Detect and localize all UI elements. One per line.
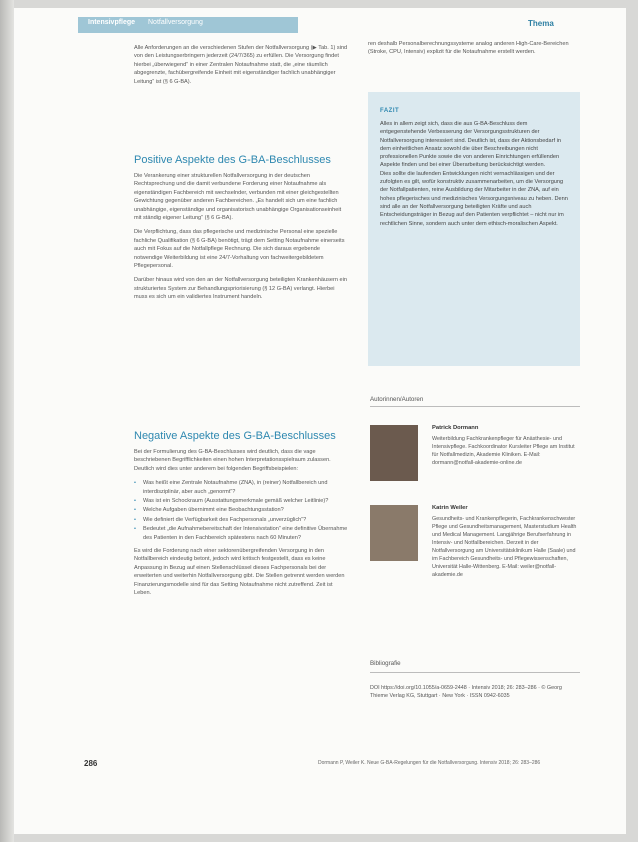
positive-heading: Positive Aspekte des G-BA-Beschlusses [134, 154, 331, 166]
list-item: • Welche Aufgaben übernimmt eine Beobachtungsstation? [134, 506, 348, 514]
list-item: • Wie definiert die Verfügbarkeit des Fachpersonals „unverzüglich“? [134, 516, 348, 524]
list-item: • Was ist ein Schockraum (Ausstattungsmerkmale gemäß welcher Leitlinie)? [134, 497, 348, 505]
negative-intro: Bei der Formulierung des G-BA-Beschlusses wird deutlich, dass die vage beschriebenen Begrifflichkeiten einen hohen Interpretationsspielraum zulassen. Deutlich wird dies unter anderem bei folgenden Begriffsbeispielen: [134, 449, 331, 472]
fazit-text [380, 120, 572, 228]
author-name-dormann: Patrick Dormann [432, 425, 479, 431]
fazit-box [368, 92, 580, 366]
book-spine [0, 0, 14, 842]
section-header-bar [78, 17, 298, 33]
author-bio-weiler: Gesundheits- und Krankenpflegerin, Fachkrankenschwester Pflege und Gesundheitsmanagement, Masterstudium Health und Medical Management. Langjährige Berufserfahrung in Intensiv- und Notfallbereichen. Derzeit in der Notfallversorgung am Universitätsklinikum Halle (Saale) und im Fachbereich Gesundheits- und Pflegewissenschaften, Universität Halle-Wittenberg. E-Mail: weiler@notfall-akademie.de [432, 516, 577, 578]
header-section: Intensivpflege [88, 19, 136, 26]
list-item: • Was heißt eine Zentrale Notaufnahme (ZNA), in (reiner) Notfallbereich und interdisziplinär, aber auch „genormt“? [134, 479, 348, 496]
right-column-top: ren deshalb Personalberechnungssysteme analog anderen High-Care-Bereichen (Stroke, CPU, Intensiv) explizit für die Notaufnahme erstellt werden. [368, 41, 569, 56]
positive-paragraph-1: Die Verankerung einer strukturellen Notfallversorgung in der deutschen Rechtsprechung und die damit verbundene Forderung einer Notaufnahme als eigenständigen Fachbereich mit wechselnder, verbunden mit einer gleichgestellten Gewichtung gegenüber anderen Fachbereichen. „Es handelt sich um eine fachlich unabhängige, eigenständige und organisatorisch unabhängige Organisationseinheit mit ständig eigener Leitung“ (§ 6 G-BA). [134, 173, 342, 222]
fazit-title: FAZIT [380, 108, 400, 114]
author-photo-dormann [370, 425, 418, 481]
header-subsection: Notfallversorgung [148, 19, 203, 26]
list-item: • Bedeutet „die Aufnahmebereitschaft der Intensivstation“ eine definitive Übernahme des Patienten in den Fachbereich spätestens nach 60 Minuten? [134, 525, 348, 542]
negative-closing: Es wird die Forderung nach einer sektorenübergreifenden Versorgung in den Notfallbereich eindeutig betont, jedoch wird kritisch festgestellt, dass es keine Anpassung in Bezug auf einen Stellenschlüssel dieses Fachpersonals bei der erweiterten und weiterhin Notfallversorgung gibt. Die Stellen getrennt werden werden Finanzierungsmodelle sind für das Setting Notaufnahme nicht zutreffend. Zeit ist Leben. [134, 548, 345, 597]
author-photo-weiler [370, 505, 418, 561]
negative-heading: Negative Aspekte des G-BA-Beschlusses [134, 430, 336, 442]
positive-paragraph-2: Die Verpflichtung, dass das pflegerische und medizinische Personal eine spezielle fachliche Qualifikation (§ 6 G-BA) benötigt, trägt dem Setting Notaufnahme einerseits auch mit Fokus auf die Notfallpflege Rechnung. Die sich daraus ergebende notwendige Weiterbildung ist eine 24/7-Vorhaltung von fachweitergebildetem Pflegepersonal. [134, 229, 345, 270]
author-name-weiler: Katrin Weiler [432, 505, 468, 511]
bibliography-label: Bibliografie [370, 660, 401, 667]
authors-divider [370, 406, 580, 407]
fazit-paragraph-1: Alles in allem zeigt sich, dass die aus G-BA-Beschluss dem entgegenstehende Verbesserung der Versorgungsstrukturen der Notfallversorgung interessiert sind. Deutlich ist, dass der Aktionsbedarf in dem einheitlichen Ansatz sowohl die über Beschreibungen nicht professionellen Punkte sowie die von anderen Einrichtungen erfüllenden Aspekte finden und bei einer Überarbeitung berücksichtigt werden. [380, 121, 561, 169]
question-list [134, 479, 348, 542]
header-thema: Thema [528, 19, 554, 28]
author-bio-dormann: Weiterbildung Fachkrankenpfleger für Anästhesie- und Intensivpflege. Fachkoordinator Kursleiter Pflege am Institut für Notfallmedizin, Akademie Kliniken. E-Mail: dormann@notfall-akademie-online.de [432, 436, 575, 466]
page-footer: Dormann P, Weiler K. Neue G-BA-Regelungen für die Notfallversorgung. Intensiv 2018; 26: 283–286 [318, 760, 541, 766]
bibliography-divider [370, 672, 580, 673]
fazit-paragraph-2: Dies sollte die laufenden Entwicklungen nicht vernachlässigen und der zufolgten es gilt, wofür konstruktiv zusammenarbeiten, um die Versorgung der Notfallpatienten, reine Ausbildung der Mitarbeiter in der ZNA, auf ein hohes pflegerisches und medizinisches Versorgungsniveau zu heben. Denn sind alle an der Notfallversorgung beteiligten Kräfte und auch Entscheidungsträger in Bezug auf den Patienten verpflichtet – nicht nur im rechtlichen Sinne, sondern auch unter dem ethisch-moralischen Aspekt. [380, 170, 568, 227]
bibliography-text: DOI https://doi.org/10.1055/a-0659-2448 · Intensiv 2018; 26: 283–286 · © Georg Thieme Verlag KG, Stuttgart · New York · ISSN 0942-6035 [370, 685, 562, 699]
intro-paragraph: Alle Anforderungen an die verschiedenen Stufen der Notfallversorgung (▶ Tab. 1) sind von den Leistungserbringern jederzeit (24/7/365) zu erfüllen. Die Versorgung findet hierbei „überwiegend“ in einer Zentralen Notaufnahme statt, die „eine räumlich abgegrenzte, fachübergreifende Einheit mit eigenständiger fachlich unabhängiger Leitung“ ist (§ 6 G-BA). [134, 45, 348, 85]
positive-paragraph-3: Darüber hinaus wird von den an der Notfallversorgung beteiligten Krankenhäusern ein strukturiertes System zur Behandlungspriorisierung (§ 12 G-BA) verlangt. Hierbei muss es sich um ein validiertes Instrument handeln. [134, 277, 348, 301]
positive-section [134, 172, 348, 308]
authors-label: Autorinnen/Autoren [370, 396, 424, 403]
negative-section [134, 448, 348, 604]
page-number: 286 [84, 759, 98, 768]
